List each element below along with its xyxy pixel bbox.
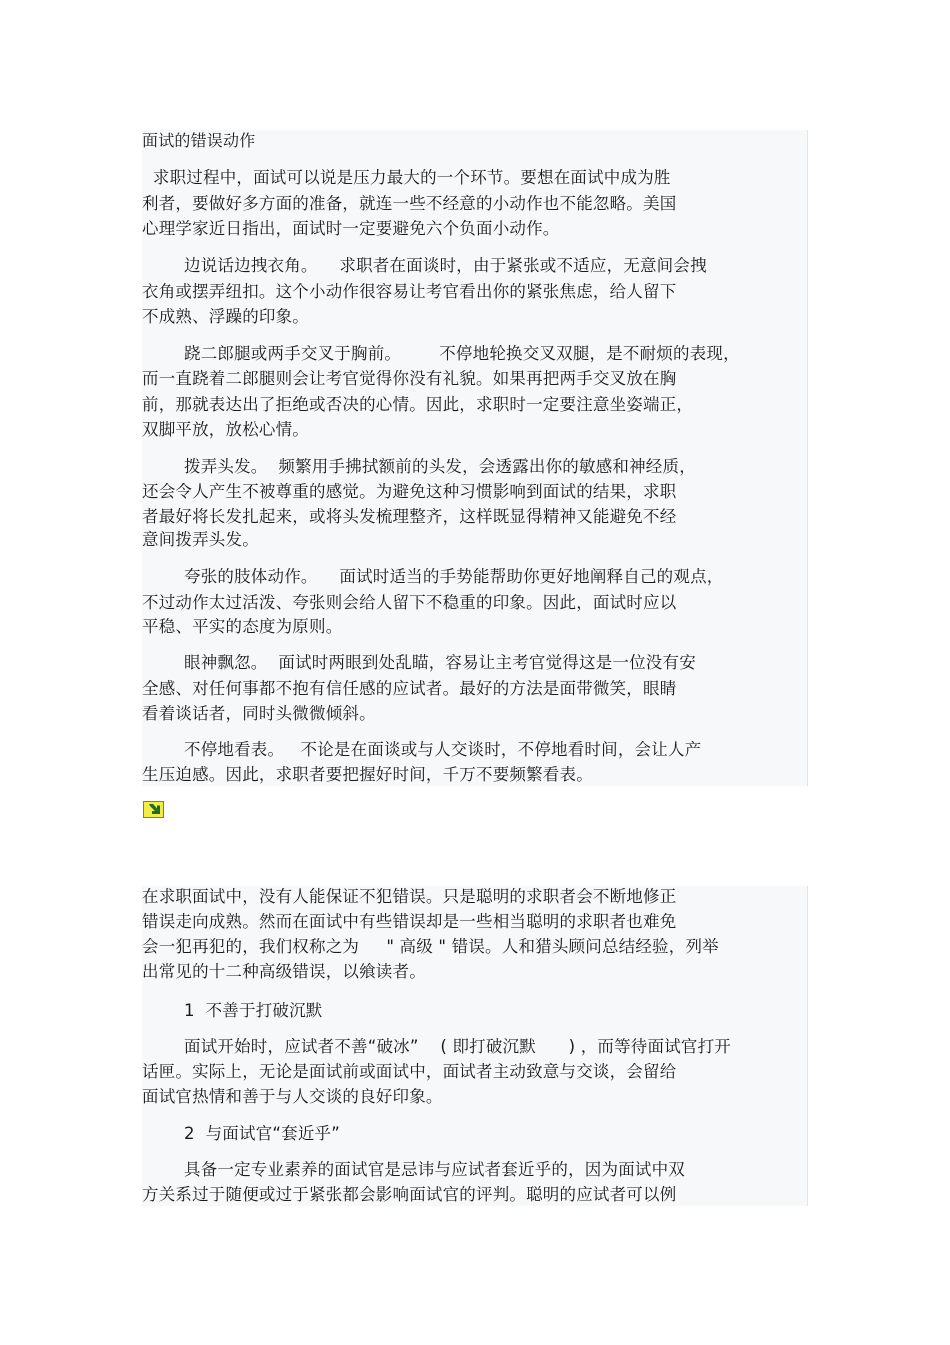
intro-line-3: 心理学家近日指出，面试时一定要避免六个负面小动作。 bbox=[142, 219, 560, 238]
para-6-line-1: 不停地看表。 不论是在面谈或与人交谈时，不停地看时间，会让人产 bbox=[184, 740, 702, 759]
intro2-line-3: 会一犯再犯的，我们权称之为 " 高级 " 错误。人和猎头顾问总结经验，列举 bbox=[142, 937, 719, 956]
para-3-line-2: 还会令人产生不被尊重的感觉。为避免这种习惯影响到面试的结果，求职 bbox=[142, 482, 677, 501]
para2-2-line-2: 方关系过于随便或过于紧张都会影响面试官的评判。聪明的应试者可以例 bbox=[142, 1185, 677, 1204]
para-3-line-1: 拨弄头发。 频繁用手拂拭额前的头发，会透露出你的敏感和神经质， bbox=[184, 457, 696, 476]
para-5-line-3: 看着谈话者，同时头微微倾斜。 bbox=[142, 704, 376, 723]
para-6-line-2: 生压迫感。因此，求职者要把握好时间，千万不要频繁看表。 bbox=[142, 765, 593, 784]
heading-2: 2 与面试官“套近乎” bbox=[184, 1124, 340, 1143]
intro2-line-1: 在求职面试中，没有人能保证不犯错误。只是聪明的求职者会不断地修正 bbox=[142, 887, 677, 906]
para-1-line-2: 衣角或摆弄纽扣。这个小动作很容易让考官看出你的紧张焦虑，给人留下 bbox=[142, 282, 677, 301]
para-2-line-1: 跷二郎腿或两手交叉于胸前。 不停地轮换交叉双腿，是不耐烦的表现， bbox=[184, 344, 740, 363]
intro-line-1: 求职过程中，面试可以说是压力最大的一个环节。要想在面试中成为胜 bbox=[142, 168, 671, 187]
para-5-line-2: 全感、对任何事都不抱有信任感的应试者。最好的方法是面带微笑，眼睛 bbox=[142, 679, 677, 698]
para-2-line-3: 前，那就表达出了拒绝或否决的心情。因此，求职时一定要注意坐姿端正， bbox=[142, 395, 694, 414]
para-2-line-4: 双脚平放，放松心情。 bbox=[142, 420, 309, 439]
article-block-1 bbox=[142, 130, 808, 786]
para-5-line-1: 眼神飘忽。 面试时两眼到处乱瞄，容易让主考官觉得这是一位没有安 bbox=[184, 653, 696, 672]
para2-2-line-1: 具备一定专业素养的面试官是忌讳与应试者套近乎的，因为面试中双 bbox=[184, 1160, 685, 1179]
article-title: 面试的错误动作 bbox=[142, 131, 256, 150]
intro2-line-4: 出常见的十二种高级错误，以飨读者。 bbox=[142, 962, 426, 981]
para-3-line-3: 者最好将长发扎起来，或将头发梳理整齐，这样既显得精神又能避免不经 bbox=[142, 507, 677, 526]
para-2-line-2: 而一直跷着二郎腿则会让考官觉得你没有礼貌。如果再把两手交叉放在胸 bbox=[142, 369, 677, 388]
para2-1-line-3: 面试官热情和善于与人交谈的良好印象。 bbox=[142, 1087, 443, 1106]
para2-1-line-1: 面试开始时，应试者不善“破冰” ( 即打破沉默 ) ，而等待面试官打开 bbox=[184, 1037, 732, 1056]
para-1-line-3: 不成熟、浮躁的印象。 bbox=[142, 307, 309, 326]
intro-line-2: 利者，要做好多方面的准备，就连一些不经意的小动作也不能忽略。美国 bbox=[142, 194, 677, 213]
return-arrow-icon[interactable] bbox=[143, 801, 164, 818]
intro2-line-2: 错误走向成熟。然而在面试中有些错误却是一些相当聪明的求职者也难免 bbox=[142, 912, 677, 931]
para-4-line-2: 不过动作太过活泼、夸张则会给人留下不稳重的印象。因此，面试时应以 bbox=[142, 593, 677, 612]
article-block-2 bbox=[142, 886, 808, 1206]
para-3-line-4: 意间拨弄头发。 bbox=[142, 530, 259, 549]
para-1-line-1: 边说话边拽衣角。 求职者在面谈时，由于紧张或不适应，无意间会拽 bbox=[184, 256, 707, 275]
para-4-line-1: 夸张的肢体动作。 面试时适当的手势能帮助你更好地阐释自己的观点， bbox=[184, 567, 724, 586]
para2-1-line-2: 话匣。实际上，无论是面试前或面试中，面试者主动致意与交谈，会留给 bbox=[142, 1062, 677, 1081]
para-4-line-3: 平稳、平实的态度为原则。 bbox=[142, 617, 343, 636]
heading-1: 1 不善于打破沉默 bbox=[184, 1001, 323, 1020]
